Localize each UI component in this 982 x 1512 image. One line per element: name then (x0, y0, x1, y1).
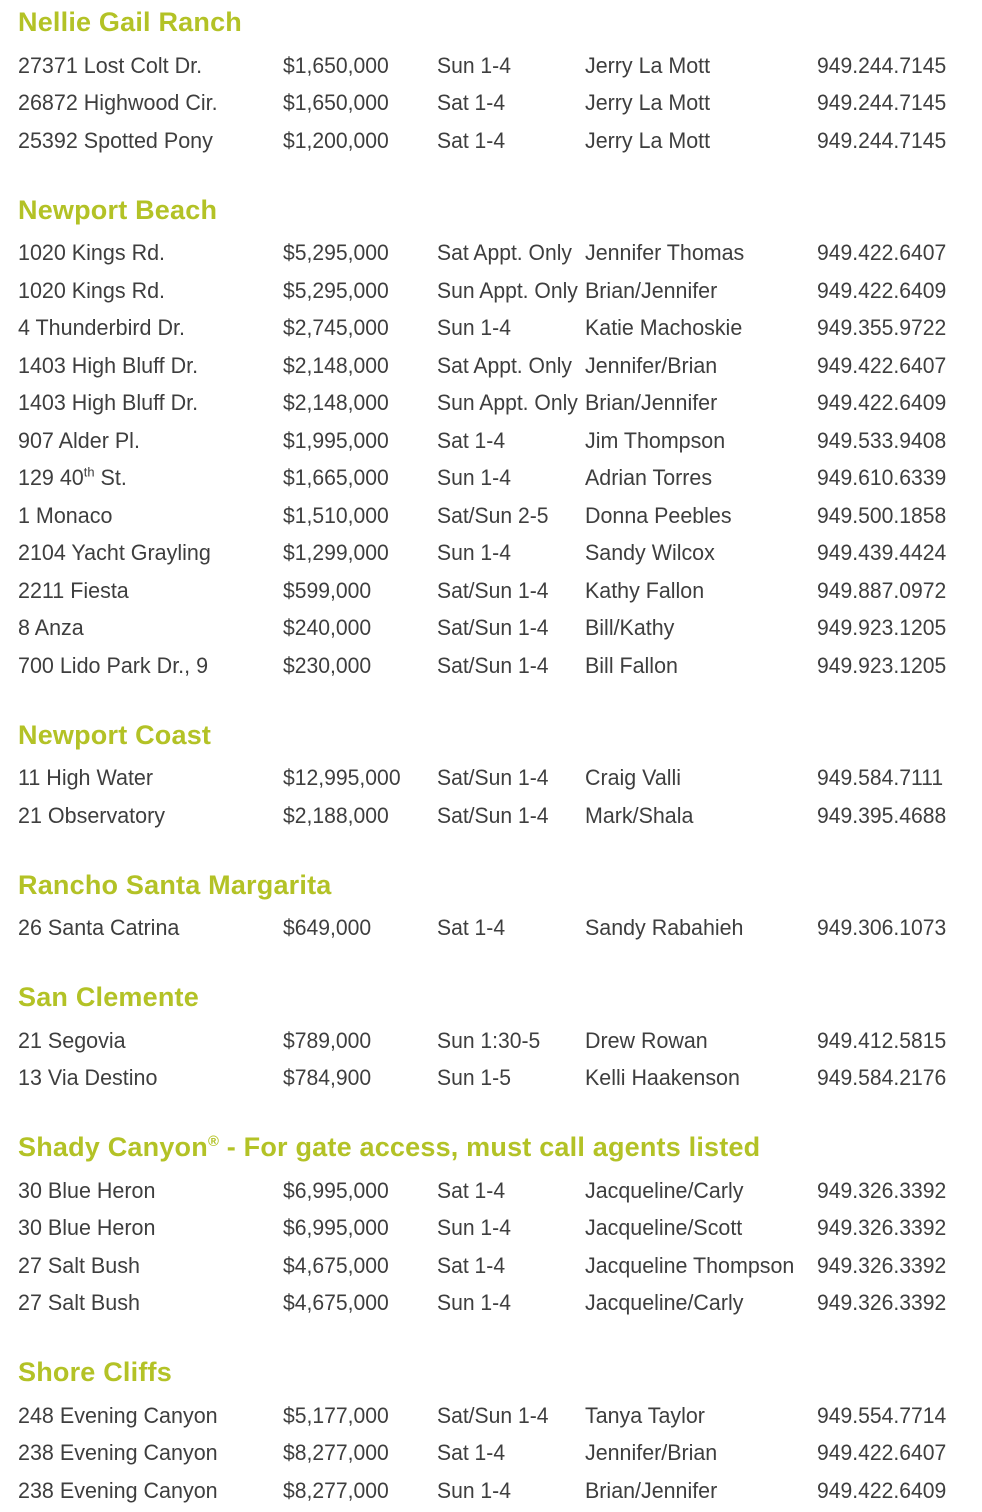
listing-agent: Kelli Haakenson (585, 1065, 740, 1091)
listing-row (18, 1285, 982, 1323)
listing-price: $6,995,000 (283, 1177, 389, 1203)
listing-address: 907 Alder Pl. (18, 427, 140, 453)
listing-agent: Tanya Taylor (585, 1402, 705, 1428)
listing-row (18, 760, 982, 798)
listing-time: Sat 1-4 (437, 127, 506, 153)
listing-address: 27 Salt Bush (18, 1252, 140, 1278)
listing-time: Sat 1-4 (437, 1252, 506, 1278)
listing-phone: 949.412.5815 (817, 1027, 947, 1053)
listing-time: Sat/Sun 1-4 (437, 765, 549, 791)
listing-address: 8 Anza (18, 615, 84, 641)
listing-address: 26872 Highwood Cir. (18, 90, 218, 116)
neighborhood-heading: Newport Coast (18, 719, 212, 750)
listing-time: Sat/Sun 1-4 (437, 1402, 549, 1428)
listing-address: 30 Blue Heron (18, 1177, 156, 1203)
neighborhood-section (18, 6, 982, 160)
listing-agent: Brian/Jennifer (585, 390, 718, 416)
listing-row (18, 85, 982, 123)
listing-address: 4 Thunderbird Dr. (18, 315, 185, 341)
listing-time: Sun 1-4 (437, 1290, 511, 1316)
listing-agent: Jacqueline/Scott (585, 1215, 743, 1241)
listing-address: 11 High Water (18, 765, 154, 791)
listing-row (18, 647, 982, 685)
listing-agent: Kathy Fallon (585, 577, 705, 603)
listing-price: $8,277,000 (283, 1477, 389, 1503)
listing-time: Sun 1-4 (437, 52, 511, 78)
listing-phone: 949.439.4424 (817, 540, 947, 566)
listing-phone: 949.500.1858 (817, 502, 947, 528)
listing-address: 21 Segovia (18, 1027, 126, 1053)
listing-phone: 949.244.7145 (817, 52, 947, 78)
listing-agent: Katie Machoskie (585, 315, 743, 341)
listing-address: 248 Evening Canyon (18, 1402, 218, 1428)
listing-address: 26 Santa Catrina (18, 915, 180, 941)
neighborhood-section (18, 1131, 982, 1322)
listing-row (18, 610, 982, 648)
listing-price: $230,000 (283, 652, 372, 678)
listing-row (18, 347, 982, 385)
listing-phone: 949.887.0972 (817, 577, 947, 603)
listing-time: Sun 1-4 (437, 1477, 511, 1503)
listing-phone: 949.584.2176 (817, 1065, 947, 1091)
listing-row (18, 122, 982, 160)
neighborhood-section (18, 981, 982, 1097)
listing-phone: 949.326.3392 (817, 1252, 947, 1278)
listing-time: Sun 1:30-5 (437, 1027, 541, 1053)
listing-row (18, 535, 982, 573)
listing-phone: 949.244.7145 (817, 127, 947, 153)
listing-row (18, 310, 982, 348)
listing-address: 21 Observatory (18, 802, 166, 828)
listing-address: 25392 Spotted Pony (18, 127, 213, 153)
listing-price: $12,995,000 (283, 765, 401, 791)
listing-time: Sun 1-5 (437, 1065, 511, 1091)
listing-time: Sat 1-4 (437, 1440, 506, 1466)
listing-row (18, 1022, 982, 1060)
listing-address: 2211 Fiesta (18, 577, 129, 603)
listing-price: $4,675,000 (283, 1290, 389, 1316)
listing-agent: Jim Thompson (585, 427, 726, 453)
listing-price: $1,200,000 (283, 127, 389, 153)
listing-agent: Jerry La Mott (585, 127, 711, 153)
listing-price: $2,188,000 (283, 802, 389, 828)
listing-price: $1,995,000 (283, 427, 389, 453)
listing-price: $2,148,000 (283, 390, 389, 416)
listing-price: $5,177,000 (283, 1402, 389, 1428)
listing-time: Sun 1-4 (437, 540, 511, 566)
listing-row (18, 1172, 982, 1210)
listing-agent: Bill Fallon (585, 652, 678, 678)
listing-price: $784,900 (283, 1065, 372, 1091)
listing-phone: 949.306.1073 (817, 915, 947, 941)
listing-time: Sat/Sun 2-5 (437, 502, 549, 528)
listing-row (18, 235, 982, 273)
listing-phone: 949.355.9722 (817, 315, 947, 341)
listing-agent: Jerry La Mott (585, 52, 711, 78)
listing-phone: 949.326.3392 (817, 1215, 947, 1241)
listing-rows (18, 1022, 982, 1097)
listing-rows (18, 47, 982, 160)
listing-row (18, 1060, 982, 1098)
listing-agent: Jacqueline Thompson (585, 1252, 795, 1278)
listing-price: $2,148,000 (283, 352, 389, 378)
listing-rows (18, 760, 982, 835)
listing-row (18, 460, 982, 498)
listing-rows (18, 1172, 982, 1322)
neighborhood-section (18, 869, 982, 948)
listing-address: 2104 Yacht Grayling (18, 540, 211, 566)
listing-price: $1,650,000 (283, 90, 389, 116)
listing-phone: 949.422.6407 (817, 352, 947, 378)
listing-time: Sat Appt. Only (437, 352, 572, 378)
listing-phone: 949.533.9408 (817, 427, 947, 453)
listing-time: Sat/Sun 1-4 (437, 615, 549, 641)
neighborhood-section (18, 194, 982, 685)
listing-time: Sun 1-4 (437, 465, 511, 491)
neighborhood-heading: San Clemente (18, 982, 199, 1012)
listing-price: $1,510,000 (283, 502, 389, 528)
listing-address: 1403 High Bluff Dr. (18, 390, 199, 416)
listing-agent: Mark/Shala (585, 802, 694, 828)
listing-address: 13 Via Destino (18, 1065, 158, 1091)
listing-phone: 949.923.1205 (817, 615, 947, 641)
listing-time: Sat 1-4 (437, 90, 506, 116)
listing-time: Sun Appt. Only (437, 390, 578, 416)
listing-row (18, 422, 982, 460)
listing-price: $5,295,000 (283, 240, 389, 266)
listing-phone: 949.422.6409 (817, 390, 947, 416)
listing-address: 27 Salt Bush (18, 1290, 140, 1316)
listing-time: Sat/Sun 1-4 (437, 802, 549, 828)
listing-row (18, 1472, 982, 1510)
listing-row (18, 910, 982, 948)
neighborhood-heading: Newport Beach (18, 194, 218, 225)
listing-phone: 949.422.6407 (817, 1440, 947, 1466)
listing-address: 129 40th St. (18, 464, 127, 491)
listing-price: $1,299,000 (283, 540, 389, 566)
listing-agent: Jennifer Thomas (585, 240, 745, 266)
listing-price: $1,665,000 (283, 465, 389, 491)
listing-time: Sat 1-4 (437, 915, 506, 941)
listing-agent: Brian/Jennifer (585, 1477, 718, 1503)
listing-rows (18, 910, 982, 948)
neighborhood-section (18, 719, 982, 835)
listing-price: $2,745,000 (283, 315, 389, 341)
listing-agent: Jennifer/Brian (585, 1440, 718, 1466)
listing-price: $789,000 (283, 1027, 372, 1053)
listing-agent: Brian/Jennifer (585, 277, 718, 303)
listing-phone: 949.923.1205 (817, 652, 947, 678)
listing-row (18, 497, 982, 535)
listing-phone: 949.326.3392 (817, 1290, 947, 1316)
listing-address: 27371 Lost Colt Dr. (18, 52, 203, 78)
listing-agent: Drew Rowan (585, 1027, 708, 1053)
listing-address: 700 Lido Park Dr., 9 (18, 652, 209, 678)
listing-time: Sat 1-4 (437, 427, 506, 453)
listing-price: $6,995,000 (283, 1215, 389, 1241)
listing-row (18, 572, 982, 610)
listing-row (18, 272, 982, 310)
listing-address: 30 Blue Heron (18, 1215, 156, 1241)
listing-agent: Sandy Rabahieh (585, 915, 744, 941)
listing-phone: 949.422.6409 (817, 1477, 947, 1503)
neighborhood-heading: Shady Canyon® - For gate access, must call agents listed (18, 1132, 761, 1162)
listing-phone: 949.584.7111 (817, 765, 944, 791)
listing-price: $1,650,000 (283, 52, 389, 78)
listing-price: $5,295,000 (283, 277, 389, 303)
listing-price: $240,000 (283, 615, 372, 641)
listing-time: Sun Appt. Only (437, 277, 578, 303)
listing-time: Sat/Sun 1-4 (437, 652, 549, 678)
neighborhood-heading: Rancho Santa Margarita (18, 869, 332, 900)
listing-address: 1020 Kings Rd. (18, 277, 166, 303)
listing-agent: Jennifer/Brian (585, 352, 718, 378)
listing-rows (18, 235, 982, 685)
listing-phone: 949.244.7145 (817, 90, 947, 116)
listing-phone: 949.422.6409 (817, 277, 947, 303)
listing-phone: 949.326.3392 (817, 1177, 947, 1203)
listing-phone: 949.610.6339 (817, 465, 947, 491)
listing-address: 1 Monaco (18, 502, 113, 528)
listing-time: Sat 1-4 (437, 1177, 506, 1203)
listing-price: $599,000 (283, 577, 372, 603)
listing-row (18, 385, 982, 423)
listing-row (18, 1247, 982, 1285)
listing-phone: 949.395.4688 (817, 802, 947, 828)
neighborhood-heading: Nellie Gail Ranch (18, 7, 242, 37)
listing-row (18, 1210, 982, 1248)
open-house-list (18, 6, 982, 1510)
listing-agent: Jacqueline/Carly (585, 1290, 744, 1316)
listing-agent: Sandy Wilcox (585, 540, 715, 566)
listing-address: 238 Evening Canyon (18, 1477, 218, 1503)
listing-row (18, 1435, 982, 1473)
listing-phone: 949.554.7714 (817, 1402, 947, 1428)
listing-agent: Jerry La Mott (585, 90, 711, 116)
listing-time: Sun 1-4 (437, 1215, 511, 1241)
listing-time: Sun 1-4 (437, 315, 511, 341)
listing-time: Sat/Sun 1-4 (437, 577, 549, 603)
neighborhood-heading: Shore Cliffs (18, 1357, 172, 1387)
listing-time: Sat Appt. Only (437, 240, 572, 266)
listing-price: $649,000 (283, 915, 372, 941)
listing-agent: Donna Peebles (585, 502, 732, 528)
listing-price: $8,277,000 (283, 1440, 389, 1466)
listing-price: $4,675,000 (283, 1252, 389, 1278)
listing-phone: 949.422.6407 (817, 240, 947, 266)
neighborhood-section (18, 1356, 982, 1510)
listing-row (18, 47, 982, 85)
listing-agent: Bill/Kathy (585, 615, 675, 641)
listing-address: 238 Evening Canyon (18, 1440, 218, 1466)
listing-row (18, 1397, 982, 1435)
listing-agent: Craig Valli (585, 765, 682, 791)
listing-row (18, 797, 982, 835)
listing-agent: Jacqueline/Carly (585, 1177, 744, 1203)
listing-agent: Adrian Torres (585, 465, 713, 491)
listing-address: 1020 Kings Rd. (18, 240, 166, 266)
listing-rows (18, 1397, 982, 1510)
listing-address: 1403 High Bluff Dr. (18, 352, 199, 378)
